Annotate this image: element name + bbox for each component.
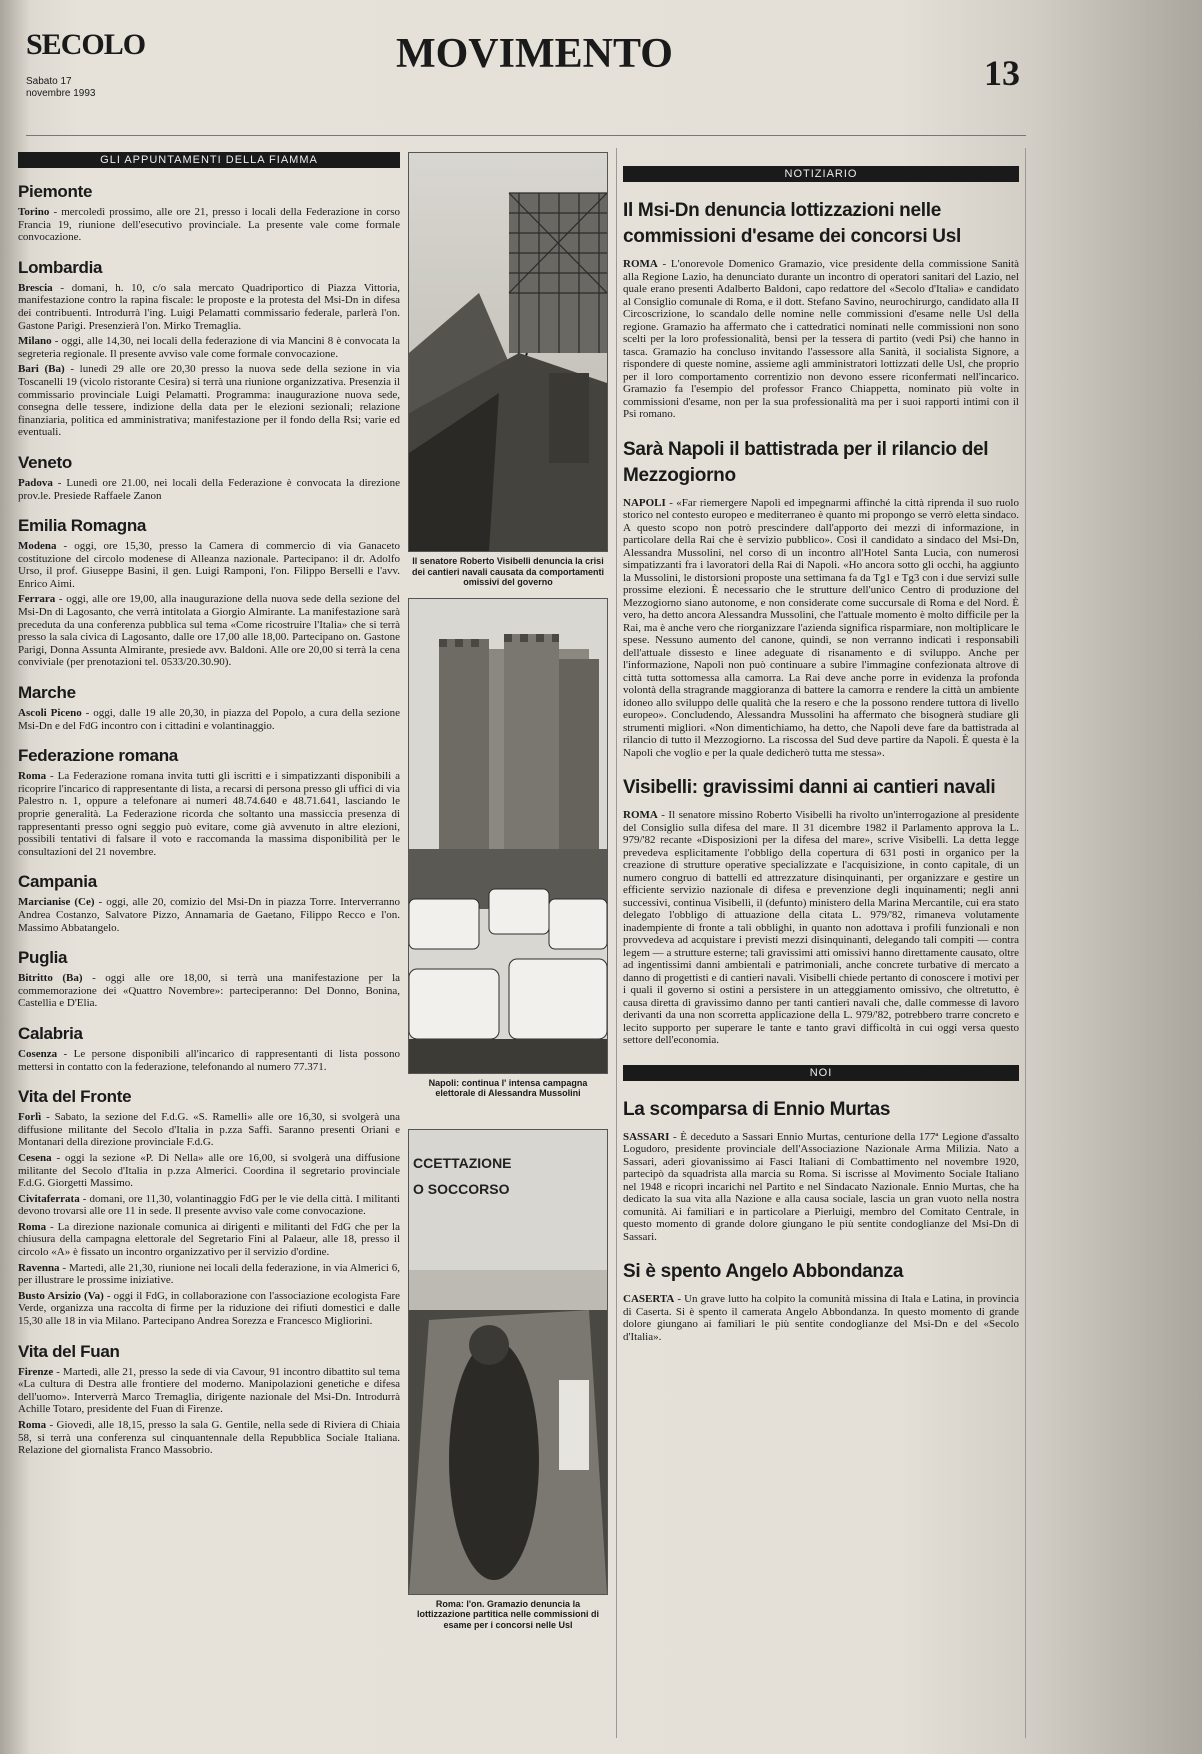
masthead-rule <box>26 135 1026 136</box>
region-heading: Campania <box>18 872 97 892</box>
appointment-entry: Cosenza - Le persone disponibili all'incarico di rappresentanti di lista possono mettersi in contatto con la federazione, telefonando al numero 77.371. <box>18 1047 400 1073</box>
hospital-sign: CCETTAZIONE O SOCCORSO <box>413 1154 512 1197</box>
caption-naples: Napoli: continua l' intensa campagna elettorale di Alessandra Mussolini <box>428 1077 588 1098</box>
appointments-bar: GLI APPUNTAMENTI DELLA FIAMMA <box>18 152 400 168</box>
photo-hospital <box>408 1129 608 1595</box>
appointment-entry: Firenze - Martedì, alle 21, presso la sede di via Cavour, 91 incontro dibattito sul tema «La cultura di Destra alle frontiere del moderno. Manipolazioni genetiche e difesa dell'uomo». Interverrà Marco Tremaglia, dirigente nazionale del Msi-Dn. Introdurrà Achille Totaro, presidente del Fuan di Firenze. <box>18 1365 400 1416</box>
region-heading: Piemonte <box>18 182 93 201</box>
region-heading: Lombardia <box>18 257 103 277</box>
article-headline: Si è spento Angelo Abbondanza <box>623 1261 904 1282</box>
article-body: ROMA - L'onorevole Domenico Gramazio, vice presidente della commissione Sanità alla Regione Lazio, ha denunciato durante un incontro di operatori sanitari del Lazio, nel quale erano presenti Adalberto Baldoni, capo redattore del «Secolo d'Italia» e candidato al Consiglio comunale di Roma, e il dott. Stefano Savino, neurochirurgo, candidato alla II Circoscrizione, lo scandalo delle nomine nelle commissioni d'esame nelle Usl della regione. Gramazio ha affermato che i cattedratici nominati nelle commissioni non sono scelti per la loro professionalità, bensì per la tessera di partito (vedi Psi) che hanno in tasca. Gramazio ha concluso invitando l'assessore alla Sanità, il socialista Signore, a rispondere di queste nomine, assieme agli amministratori lottizzati delle Usl, che proprio per il loro comportamento correntizio non devono essere riconfermati nell'incarico. Gramazio fa l'esempio del professor Franco Chiappetta, nominato più volte in commissioni d'esame, non per la sua professionalità ma per i suoi rapporti intimi con il Psi romano. <box>623 258 1019 420</box>
appointment-entry: Forlì - Sabato, la sezione del F.d.G. «S. Ramelli» alle ore 16,30, si svolgerà una diffusione militante del Secolo d'Italia in p.zza Saffi. Saranno presenti Oriani e Montanari della direzione provinciale F.d.G. <box>18 1111 400 1149</box>
appointment-entry: Milano - oggi, alle 14,30, nei locali della federazione di via Mancini 8 è convocata la segreteria regionale. Il presente avviso vale come formale convocazione. <box>18 335 400 360</box>
region-heading: Emilia Romagna <box>18 516 147 536</box>
noi-bar: NOI <box>623 1065 1019 1081</box>
appointment-entry: Ferrara - oggi, alle ore 19,00, alla inaugurazione della nuova sede della sezione del Msi-Dn di Lagosanto, che verrà intitolata a Giorgio Almirante. La manifestazione sarà preceduta da una conferenza pubblica sul tema «Come ricostruire l'Italia» che si terrà presso la sala civica di Lagosanto, dalle ore 17,00 alle 18,00. Partecipano on. Gastone Parigi, Donna Assunta Almirante, presiede avv. Baldoni. Alle ore 20,00 si terrà la cena conviviale (per prenotazioni tel. 0533/20.30.90). <box>18 593 400 669</box>
region-heading: Vita del Fuan <box>18 1341 120 1361</box>
appointment-entry: Civitaferrata - domani, ore 11,30, volantinaggio FdG per le vie della città. I militanti devono trovarsi alle ore 11 in sede. Il presente avviso vale come convocazione. <box>18 1192 400 1218</box>
region-heading: Puglia <box>18 948 68 968</box>
appointment-entry: Bitritto (Ba) - oggi alle ore 18,00, si terrà una manifestazione per la commemorazione dei «Quattro Novembre»: parteciperanno: Del Donno, Bonina, Castellia e D'Elia. <box>18 972 401 1010</box>
newspaper-logo: SECOLO <box>26 28 146 61</box>
caption-shipyard: Il senatore Roberto Visibelli denuncia la crisi dei cantieri navali causata da comportamenti omissivi del governo <box>411 556 605 587</box>
regions-list <box>18 182 400 1457</box>
naples-castle-image <box>409 599 607 1073</box>
appointment-entry: Padova - Lunedì ore 21.00, nei locali della Federazione è convocata la direzione prov.le. Presiede Raffaele Zanon <box>18 476 400 502</box>
article-body: SASSARI - È deceduto a Sassari Ennio Murtas, centurione della 177ª Legione d'assalto Logudoro, presidente provinciale dell'Associazione Nazionale Arma Milizia. Nato a Sassari, aderì giovanissimo ai Fasci Italiani di Combattimento nel novembre 1920, partecipò da squadrista alla marcia su Roma. Si iscrisse al Movimento Sociale Italiano nel 1948 e ricoprì incarichi nel Partito e nel Sindacato Nazionale. Ennio Murtas, che ha dedicato la sua vita alla Nazione e alla causa sociale, lascia un gran vuoto nella nostra comunità. Ai familiari e in particolare a Pierluigi, membro del Comitato Centrale, in questo momento di grande dolore giungano le più sentite condoglianze del Msi-Dn di Sassari. <box>623 1130 1019 1243</box>
page-number: 13 <box>984 53 1020 93</box>
appointment-entry: Marcianise (Ce) - oggi, alle 20, comizio del Msi-Dn in piazza Torre. Interverranno Andrea Costanzo, Salvatore Pizzo, Annamaria de Gaetano, Filippo Recco e l'on. Massimo Abbatangelo. <box>18 896 401 934</box>
region-heading: Federazione romana <box>18 746 178 766</box>
appointment-entry: Brescia - domani, h. 10, c/o sala mercato Quadriportico di Piazza Vittoria, manifestazione contro la rapina fiscale: le proposte e la protesta del Msi-Dn in difesa dei contribuenti. Introdurrà l'ing. Luigi Pelamatti commissario federale, parlerà l'on. Gastone Parigi. Presenzierà l'on. Mirko Tremaglia. <box>18 281 400 332</box>
news-column <box>616 148 1026 1738</box>
photo-naples <box>408 598 608 1074</box>
region-heading: Vita del Fronte <box>18 1087 132 1107</box>
appointment-entry: Roma - La Federazione romana invita tutti gli iscritti e i simpatizzanti disponibili a ricoprire l'incarico di rappresentante di lista, a recarsi di persona presso gli uffici di via Palestro n. 1, oppure a telefonare ai numeri 48.74.640 e 48.71.641, lasciando le proprie generalità. La Federazione ricorda che soltanto una massiccia presenza di rappresentanti presso ogni seggio può evitare, come già avvenuto in altre elezioni, possibili tentativi di falsare il voto e raccomanda la massima disponibilità per le consultazioni del 21 novembre. <box>18 770 400 858</box>
photo-column <box>408 152 608 1732</box>
article-headline: La scomparsa di Ennio Murtas <box>623 1098 891 1120</box>
appointment-entry: Modena - oggi, ore 15,30, presso la Camera di commercio di via Ganaceto costituzione del circolo modenese di Alleanza nazionale. Partecipano: il dr. Adolfo Urso, il prof. Giuseppe Basini, il gen. Luigi Ramponi, l'on. Filippo Berselli e l'avv. Enrico Aimi. <box>18 540 400 590</box>
article-headline: Visibelli: gravissimi danni ai cantieri navali <box>623 777 996 798</box>
article-body: NAPOLI - «Far riemergere Napoli ed impegnarmi affinché la città riprenda il suo ruolo storico nel contesto europeo e mediterraneo è quanto mi propongo se verrò eletta sindaco. A questo scopo non potrò prescindere dall'apporto dei mezzi di informazione, in particolare della Rai che è servizio pubblico». Così il candidato a sindaco del Msi-Dn, Alessandra Mussolini, nel corso di un incontro all'Hotel Santa Lucia, con numerosi simpatizzanti fra i lavoratori della Rai di Napoli. «Ho ancora sotto gli occhi, ha aggiunto la Mussolini, le distorsioni proposte una settimana fa da Tg1 e Tg3 con i due servizi sulle prossime elezioni. È necessario che le strutture dell'unico Centro di produzione del Mezzogiorno siano autonome, e non considerate come succursale di Roma e del Nord. È vero, ha detto ancora Alessandra Mussolini, che l'attuale momento è molto difficile per la Rai, ma è anche vero che riorganizzare l'azienda significa risparmiare, non moltiplicare le spese. Nessuno aumento del canone, quindi, se non verranno indicati i responsabili dell'attuale dissesto e linee adeguate di risanamento e di sviluppo. Anche per l'informazione, Napoli non può continuare a subire l'immagine confezionata altrove di città tutta sottomessa alla camorra. La Rai deve anche porre in evidenza la profonda volontà della stragrande maggioranza di battere la camorra e rendere la città un ambiente idoneo allo sviluppo delle qualità che la resero e che la possono rendere tuttora di livello europeo». Concludendo, Alessandra Mussolini ha affermato che bisognerà studiare gli strumenti migliori. «Non dimentichiamo, ha detto, che Napoli deve fare da battistrada al rilancio di tutto il Mezzogiorno. La riscossa del Sud deve partire da Napoli. È questa è la Napoli che voglio e per la quale dedicherò tutta me stessa». <box>623 496 1019 759</box>
article-headline: Sarà Napoli il battistrada per il rilancio del Mezzogiorno <box>623 438 989 486</box>
appointment-entry: Roma - Giovedì, alle 18,15, presso la sala G. Gentile, nella sede di Riviera di Chiaia 58, si terrà una conferenza sul cinquantennale della Repubblica Sociale Italiana. Relazione del giornalista Franco Massobrio. <box>18 1419 400 1457</box>
appointment-entry: Bari (Ba) - lunedì 29 alle ore 20,30 presso la nuova sede della sezione in via Toscanelli 19 (vicolo ristorante Cesira) si terrà una riunione organizzativa. Presenzia il commissario provinciale Luigi Pelamatti. Programma: inaugurazione nuova sede, consegna delle tessere, indizione della data per le elezioni sezionali; relazione finanziaria, politica ed amministrativa; manifestazione per il fondo della Rsi; varie ed eventuali. <box>18 363 400 439</box>
section-title: MOVIMENTO <box>396 31 673 77</box>
masthead <box>26 26 1026 136</box>
issue-date: Sabato 17 novembre 1993 <box>26 76 96 99</box>
photo-shipyard <box>408 152 608 552</box>
appointment-entry: Torino - mercoledì prossimo, alle ore 21, presso i locali della Federazione in corso Francia 19, riunione dell'esecutivo provinciale. La presente vale come formale convocazione. <box>18 206 400 244</box>
appointment-entry: Ravenna - Martedì, alle 21,30, riunione nei locali della federazione, in via Almerici 6, per illustrare le prossime iniziative. <box>18 1261 400 1287</box>
shipyard-image <box>409 153 607 551</box>
caption-hospital: Roma: l'on. Gramazio denuncia la lottizzazione partitica nelle commissioni di esame per i concorsi nelle Usl <box>416 1598 600 1630</box>
appointment-entry: Ascoli Piceno - oggi, dalle 19 alle 20,30, in piazza del Popolo, a cura della sezione Msi-Dn e del FdG incontro con i cittadini e volantinaggio. <box>18 707 400 732</box>
region-heading: Calabria <box>18 1023 83 1043</box>
article-headline: Il Msi-Dn denuncia lottizzazioni nelle commissioni d'esame dei concorsi Usl <box>623 200 961 247</box>
news-bar: NOTIZIARIO <box>623 166 1019 182</box>
appointments-column <box>18 152 400 1732</box>
region-heading: Marche <box>18 683 76 703</box>
region-heading: Veneto <box>18 452 72 472</box>
appointment-entry: Cesena - oggi la sezione «P. Di Nella» alle ore 16,00, si svolgerà una diffusione militante del Secolo d'Italia in p.zza Almerici. Coordina il segretario provinciale F.d.G. Giorgetti Massimo. <box>18 1151 400 1190</box>
appointment-entry: Roma - La direzione nazionale comunica ai dirigenti e militanti del FdG che per la chiusura della campagna elettorale del Segretario Fini al Palaeur, alle 18, presso il circolo «A» è fissato un incontro organizzativo per il servizio d'ordine. <box>18 1220 400 1259</box>
article-body: CASERTA - Un grave lutto ha colpito la comunità missina di Itala e Latina, in provincia di Caserta. Si è spento il camerata Angelo Abbondanza. In questo momento di grande dolore giungano ai familiari le più sentite condoglianze del Msi-Dn e del «Secolo d'Italia». <box>623 1293 1019 1343</box>
appointment-entry: Busto Arsizio (Va) - oggi il FdG, in collaborazione con l'associazione ecologista Fare Verde, organizza una raccolta di firme per la riduzione dei rifiuti domestici e dalle 15,30 alle 18 in via Milano. Partecipano Andrea Sorezza e Francesco Migliorini. <box>18 1289 400 1328</box>
article-body: ROMA - Il senatore missino Roberto Visibelli ha rivolto un'interrogazione al presidente del Consiglio sulla difesa del mare. Il 31 dicembre 1982 il Parlamento approva la L. 979/'82 recante «Disposizioni per la difesa del mare», scrive Visibelli. La detta legge prevedeva esplicitamente l'obbligo della copertura di 631 posti in organico per la creazione di strutture operative specializzate e l'acquisizione, in conto capitale, di un numero congruo di battelli ed attrezzature disinquinanti, per organizzare e gestire un efficiente servizio nazionale di difesa e prevenzione degli inquinamenti; negli anni successivi, continua Visibelli, il (defunto) ministero della Marina Mercantile, cui era stato delegato l'obbligo di attuazione della citata L. 979/'82, rimaneva volutamente inadempiente di fronte a tali obblighi, in quanto non adottava i profili funzionali e non provvedeva ad acquistare i previsti mezzi disinquinanti, delegando tali compiti — contra legem — a strutture esterne; tali gravissimi atti omissivi hanno direttamente causato, oltre ad ingentissimi danni ambientali e patrimoniali, anche concrete turbative di mercato a danno di progettisti e di cantieri navali. Visibelli chiede pertanto di conoscere i motivi per i quali il governo si ostini a persistere in un atteggiamento omissivo, che oltretutto, è causa diretta di gravissimo danno per tanti cantieri navali che, dalle commesse di lavoro derivanti da una non scorretta applicazione della L. 979/'82, potrebbero trarre concreto e lecito supporto per superare le tante e tanto gravi difficoltà in cui oggi versa questo settore dell'economia. <box>623 809 1019 1046</box>
